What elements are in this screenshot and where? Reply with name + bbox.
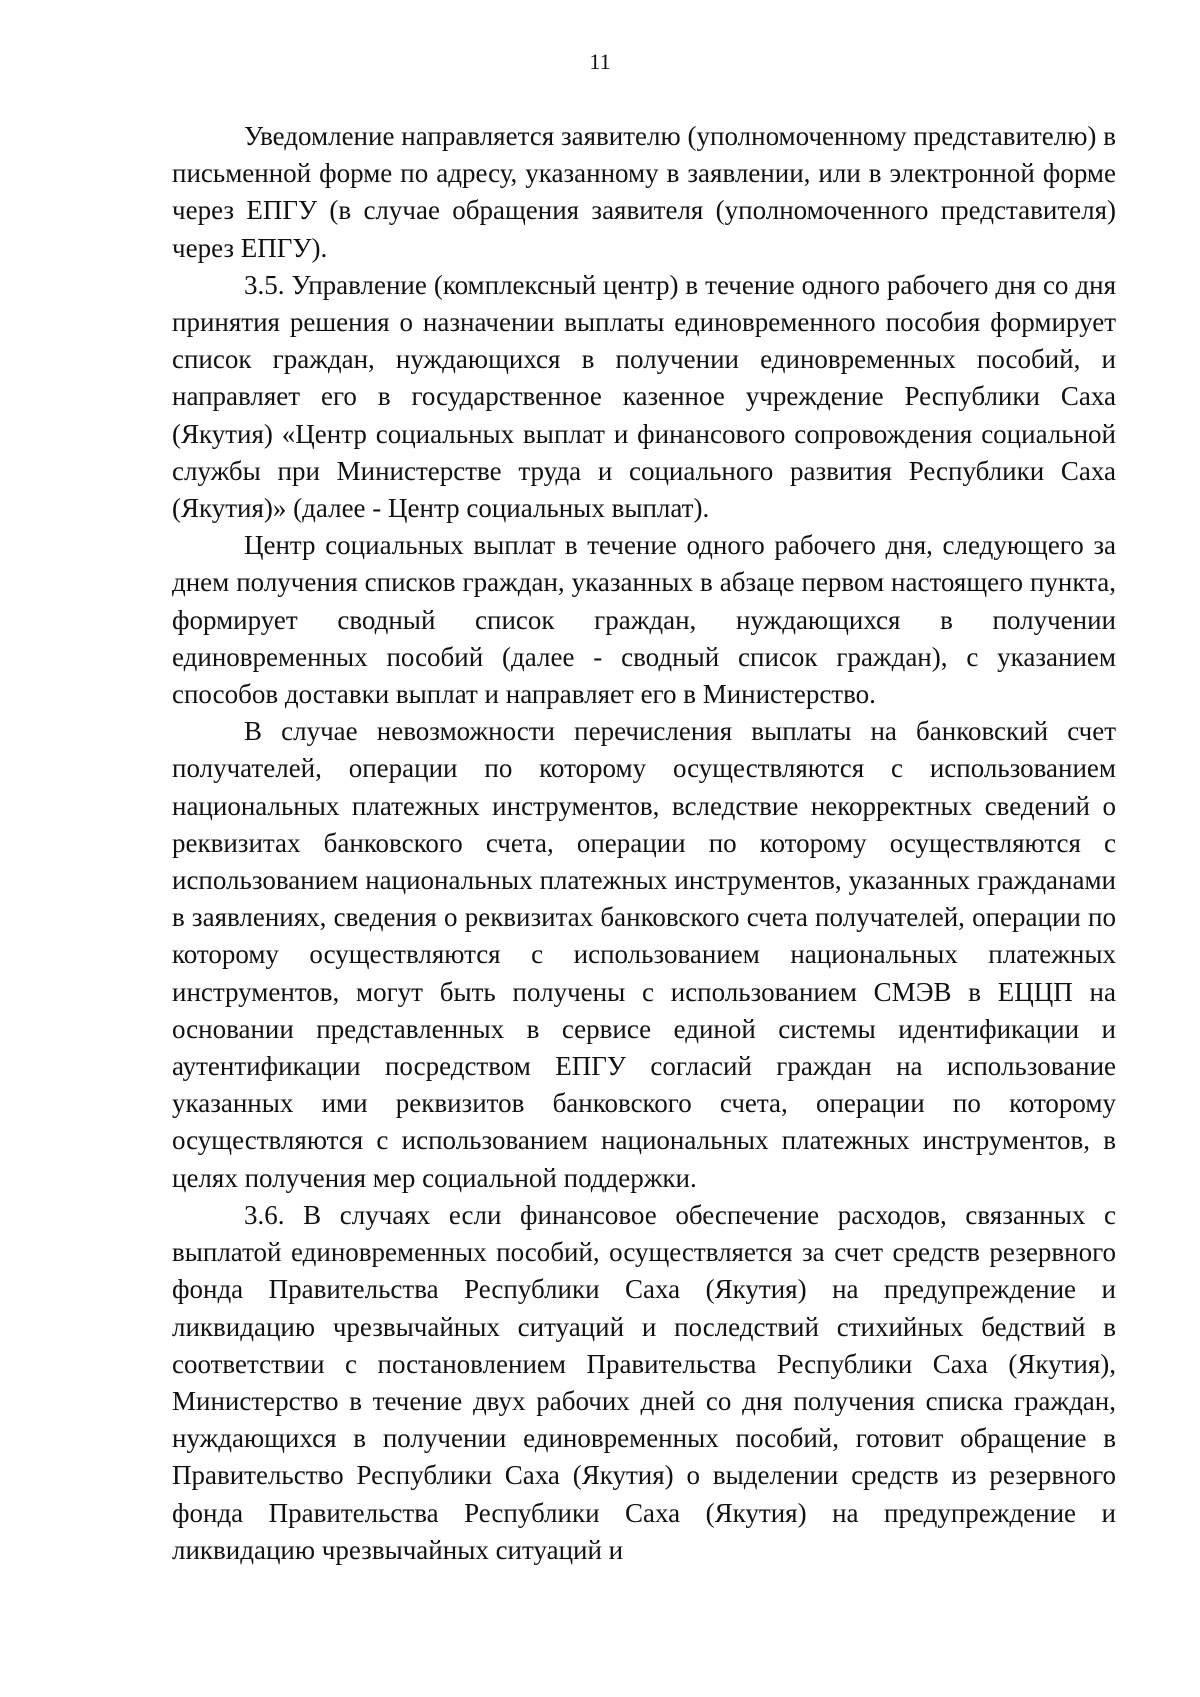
paragraph-notification: Уведомление направляется заявителю (уполномоченному представителю) в письменной форме по адресу, указанному в заявлении, или в электронной форме через ЕПГУ (в случае обращения заявителя (уполномоченного представителя) через ЕПГУ). <box>172 121 1116 263</box>
paragraph-3-6: 3.6. В случаях если финансовое обеспечение расходов, связанных с выплатой единовременных пособий, осуществляется за счет средств резервного фонда Правительства Республики Саха (Якутия) на предупреждение и ликвидацию чрезвычайных ситуаций и последствий стихийных бедствий в соответствии с постановлением Правительства Республики Саха (Якутия), Министерство в течение двух рабочих дней со дня получения списка граждан, нуждающихся в получении единовременных пособий, готовит обращение в Правительство Республики Саха (Якутия) о выделении средств из резервного фонда Правительства Республики Саха (Якутия) на предупреждение и ликвидацию чрезвычайных ситуаций и <box>172 1199 1116 1565</box>
paragraph-bank-account: В случае невозможности перечисления выплаты на банковский счет получателей, операции по которому осуществляются с использованием национальных платежных инструментов, вследствие некорректных сведений о реквизитах банковского счета, операции по которому осуществляются с использованием национальных платежных инструментов, указанных гражданами в заявлениях, сведения о реквизитах банковского счета получателей, операции по которому осуществляются с использованием национальных платежных инструментов, могут быть получены с использованием СМЭВ в ЕЦЦП на основании представленных в сервисе единой системы идентификации и аутентификации посредством ЕПГУ согласий граждан на использование указанных ими реквизитов банковского счета, операции по которому осуществляются с использованием национальных платежных инструментов, в целях получения мер социальной поддержки. <box>172 716 1116 1193</box>
page-number: 11 <box>589 49 611 74</box>
paragraph-3-5: 3.5. Управление (комплексный центр) в течение одного рабочего дня со дня принятия решения о назначении выплаты единовременного пособия формирует список граждан, нуждающихся в получении единовременных пособий, и направляет его в государственное казенное учреждение Республики Саха (Якутия) «Центр социальных выплат и финансового сопровождения социальной службы при Министерстве труда и социального развития Республики Саха (Якутия)» (далее - Центр социальных выплат). <box>172 269 1116 524</box>
paragraph-payment-center: Центр социальных выплат в течение одного рабочего дня, следующего за днем получения списков граждан, указанных в абзаце первом настоящего пункта, формирует сводный список граждан, нуждающихся в получении единовременных пособий (далее - сводный список граждан), с указанием способов доставки выплат и направляет его в Министерство. <box>172 530 1116 710</box>
document-body <box>172 118 1116 1569</box>
